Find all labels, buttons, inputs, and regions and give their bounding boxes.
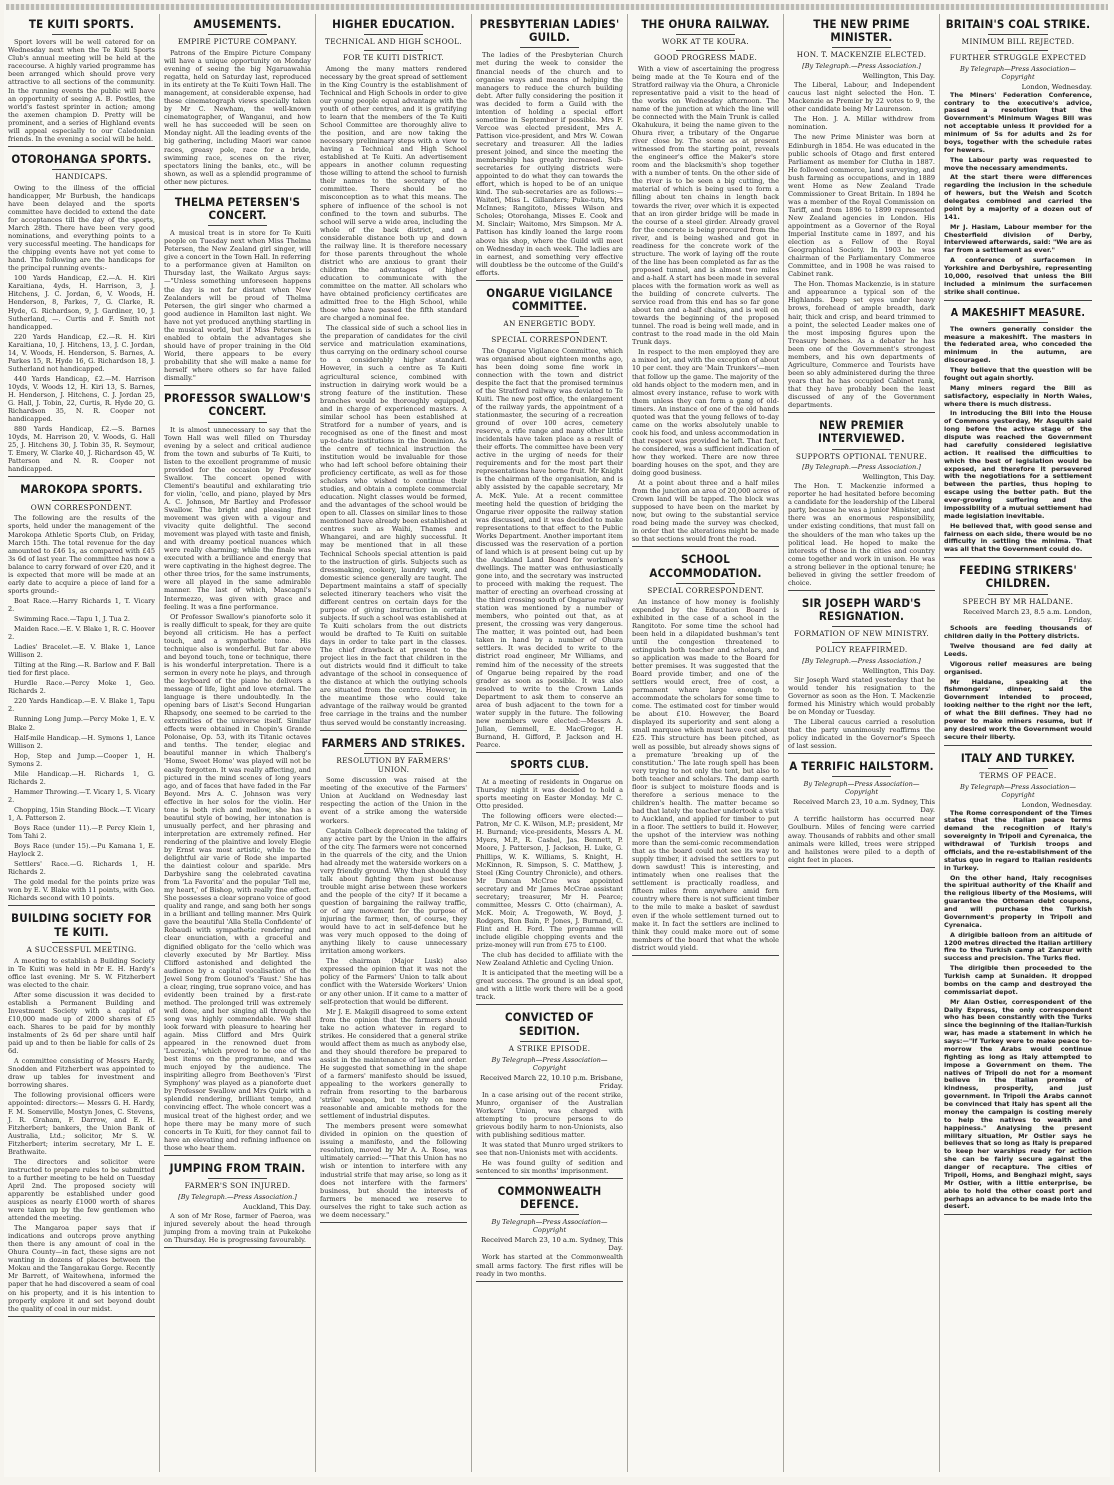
article-paragraph: Schools are feeding thousands of children daily in the Pottery districts.: [944, 624, 1092, 641]
article-divider: [632, 955, 779, 956]
subheading-rule: [832, 642, 891, 643]
article-dateline: London, Wednesday.: [1021, 800, 1092, 809]
article-paragraph: Boat Race.—Harry Richards 1, T. Vicary 2.: [8, 596, 155, 613]
article-subheading: AN ENERGETIC BODY.: [503, 319, 596, 329]
article-subheading-secondary: POLICY REAFFIRMED.: [815, 645, 908, 655]
article-paragraph: The Hon. T. Mackenzie informed a reporter he had hesitated before becoming a candidate for the leadership of the Liberal party, because he was a junior Minister, and there was an enormous responsibility, under existing conditions, that must fall on the shoulders of the man who takes up the political lead. He hoped to make the interests of those in the cities and country come together and work in unison. He was a strong believer in the optional tenure; he believed in giving the settler freedom of choice.: [788, 482, 936, 587]
article-divider: [164, 385, 311, 386]
article-paragraph: The new Prime Minister was born at Edinburgh in 1854. He was educated in the public schools of Otago and first entered Parliament as member for Clutha in 1887. He followed commerce, land surveying, and bush farming as occupations, and in 1889 went Home as New Zealand Trade Commissioner to Great Britain. In 1894 he was a member of the Royal Commission on Tariff, and from 1896 to 1899 represented New Zealand agencies in London. His appointment as a Governor of the Royal Imperial Institute came in 1897, and his election as a Fellow of the Royal Geographical Society. In 1903 he was chairman of the Parliamentary Commerce Committee, and in 1908 he was raised to Cabinet rank.: [788, 133, 935, 279]
article-subheading-secondary: FOR TE KUITI DISTRICT.: [343, 52, 444, 62]
headline-rule: [208, 34, 267, 35]
article-divider: [320, 1222, 467, 1223]
article: [788, 760, 935, 868]
article-paragraph: Many miners regard the Bill as satisfactory, especially in North Wales, where there is much distress.: [944, 383, 1092, 408]
article-divider: [944, 745, 1092, 746]
article-paragraph: They believe that the question will be fought out again shortly.: [944, 366, 1092, 382]
article-paragraph: Tilting at the Ring.—R. Barlow and F. Ball tied for first place.: [8, 661, 155, 678]
article-paragraph: Sir Joseph Ward stated yesterday that he would tender his resignation to the Governor as soon as the Hon. T. Mackenzie formed his Ministry which would probably be on Monday or Tuesday.: [788, 675, 935, 716]
article-divider: [164, 1247, 311, 1248]
article-paragraph: Owing to the illness of the official handicapper, Mr Burbush, the handicaps have been delayed and the sports committee have decided to extend the date for acceptances till the day of the sports, March 28th. There have been very good nominations, and everything points to a very successful meeting. The handicaps for the chipping events have not yet come to hand. The following are the handicaps for the principal running events:-: [8, 183, 155, 273]
article-paragraph: At the start there were differences regarding the inclusion in the schedule of hewers, but the Welsh and Scotch delegates combined and carried the point by a majority of a dozen out of 141.: [944, 173, 1092, 221]
column-6: [784, 14, 940, 1472]
article: [320, 18, 467, 731]
article-paragraph: An instance of how money is foolishly expended by the Education Board is exhibited in the case of a school in the Rangitoto. For some time the school had been held in a dilapidated bushman's tent until the congestion threatened to extinguish both teacher and scholars, and so application was made to the Board for better premises. It was suggested that the Board provide timber, and one of the settlers would erect, free of cost, a permanent whare large enough to accommodate the scholars for some time to come. The estimated cost for timber would be about £10. However, the Board displayed its superiority and sent along a small marquee which must have cost about £25. This structure has been pitched, as well as possible, but already shows signs of a premature 'breaking up of the constitution.' The late rough spell has been very trying to not only the tent, but also to both teacher and scholars. The damp earth floor is subject to moisture floods and is therefore a serious menace to the children's health. The matter became so bad that lately the teacher undertook a visit to Auckland, and applied for timber to put in a floor. The settlers to build it. However, the upshot of the interview was nothing more than the semi-comic recommendation that as the board could not see its way to supply timber, it advised the settlers to put down sawdust! This is interesting, and intimately when one realises that the settlement is practically roadless, and fifteen miles from anywhere amid fern country where there is not sufficient timber to the mile to make a basket of sawdust even if the whole settlement turned out to make it. In fact the settlers are inclined to think they could make more out of some members of the board that what the whole district would yield.: [632, 597, 779, 952]
article-paragraph: Running Long Jump.—Percy Moke 1, E. V. Blake 2.: [8, 715, 155, 732]
article-dateline: Wellington, This Day.: [862, 666, 935, 675]
article-paragraph: A meeting to establish a Building Society in Te Kuiti was held in Mr E. H. Hardy's office last evening. Mr S. W. Fitzherbert was elected to the chair.: [8, 956, 155, 989]
article-paragraph: Work has started at the Commonwealth small arms factory. The first rifles will be ready in two months.: [476, 1253, 623, 1278]
article-divider: [320, 730, 467, 731]
article-subheading: TECHNICAL AND HIGH SCHOOL.: [325, 37, 462, 47]
article-headline: HIGHER EDUCATION.: [332, 17, 455, 31]
column-3: [316, 14, 472, 1472]
article-paragraph: The Labour party was requested to move the necessary amendments.: [944, 155, 1092, 172]
wire-credit: By Telegraph—Press Association—Copyright: [803, 780, 920, 797]
article-dateline: Wellington, This Day.: [862, 72, 935, 81]
subheading-rule: [676, 50, 735, 51]
article-headline: THE OHURA RAILWAY.: [641, 17, 770, 31]
column-5: [628, 14, 784, 1472]
article-headline: ONGARUE VIGILANCE COMMITTEE.: [486, 285, 613, 313]
article-headline: AMUSEMENTS.: [193, 17, 282, 31]
article-divider: [788, 753, 935, 754]
article-paragraph: The Liberal caucus carried a resolution that the party unanimously reaffirms the policy indicated in the Governor's Speech of last session.: [788, 718, 935, 751]
article: [632, 18, 779, 547]
article: [632, 553, 779, 955]
headline-rule: [52, 500, 111, 501]
article-paragraph: The following officers were elected:—Patron, Mr C. K. Wilson, M.P.; president, Mr H. Burnand; vice-presidents, Messrs A. M. Myers, M.P., R. Cashel, Jas. Bennett, P. Moore, J. Patterson, J. Jackson, H. Luke, G. Phillips, W. K. Williams, S. Knight, H. McKinnon, R. Simpson, S. C. Matthew, J. Steel (King Country Chronicle), and others. Mr Duncan McCrae was appointed secretary and Mr James McCrae assistant secretary; treasurer, Mr H. Pearce; committee, Messrs C. Otto (chairman), A. McK. Moir, A. Tregoweth, W. Boyd, J. Rodgers, Ron Bain, P. Jones, J. Burnand, C. Flint and H. Ford. The programme will include eligible chopping events and the prize-money will run from £75 to £100.: [476, 812, 623, 950]
article-subheading: TERMS OF PEACE.: [979, 770, 1057, 780]
article-dateline: Received March 23, 10 a.m. Sydney, This Day.: [793, 798, 935, 815]
article-paragraph: Mr Haldane, speaking at the fishmongers' dinner, said the Government intended to proceed, looking neither to the right nor the left, of what the Bill defines. They had no power to make miners resume, but if any desired work the Government would secure their liberty.: [944, 677, 1092, 741]
article-paragraph: Settlers' Race.—G. Richards 1, H. Richards 2.: [8, 860, 155, 877]
article-paragraph: A committee consisting of Messrs Hardy, Snodden and Fitzherbert was appointed to draw up tables for investment and borrowing shares.: [8, 1057, 155, 1090]
article-paragraph: Mile Handicap.—H. Richards 1, G. Richards 2.: [8, 769, 155, 786]
article-paragraph: The following provisional officers were appointed: directors:— Messrs G. H. Hardy, F. M. Somerville, Mostyn Jones, C. Stevens, J. R. Graham, F. Darrow, and E. H. Fitzherbert; bankers, the Union Bank of Australia, Ltd.; solicitor, Mr S. W. Fitzherbert; interim secretary, Mr L. E. Brathwaite.: [8, 1091, 155, 1156]
article-paragraph: Mr Alan Ostler, correspondent of the Daily Express, the only correspondent who has been constantly with the Turks since the beginning of the Italian-Turkish war, has made a statement in which he says:—"If Turkey were to make peace to-morrow the Arabs would continue fighting as long as Italy attempted to impose a Government on them. The natives of Tripoli do not for a moment believe in the Italian promise of kindness, prosperity, and just government. In Tripoli the Arabs cannot be convinced that Italy has spent all the money the campaign is costing merely to help the natives to wealth and happiness." Analysing the present military situation, Mr Ostler says he believes that so long as Italy is prepared to keep her warships ready for action she can be fairly secure against the danger of recapture. The cities of Tripoli, Homs, and Benghazi might, says Mr Ostler, with a little enterprise, be able to hold the other coast port and perhaps an advance to be made into the desert.: [944, 997, 1092, 1211]
article-paragraph: The Ongarue Vigilance Committee, which was organised about eighteen months ago, has been doing some fine work in connection with the town and district despite the fact that the promised terminus of the Stratford railway was deviated to Te Kuiti. The new post office, the enlargement of the railway yards, the appointment of a stationmaster, the securing of a recreation ground of over 100 acres, cemetery reserve, a rifle range and many other little incidentals have taken place as a result of their efforts. The committee have been very active in the urging of needs for their requirements and for the most part their representations have borne fruit. Mr Knight is the chairman of the organisation, and is ably assisted by the capable secretary, Mr A. McK. Yule. At a recent committee meeting held the question of bridging the Ongarue river opposite the railway station was discussed, and it was decided to make representations to that effect to the Public Works Department. Another important item discussed was the reservation of a portion of land which is at present being cut up by the Auckland Land Board for workmen's dwellings. The matter was enthusiastically gone into, and the secretary was instructed to proceed with making the request. The matter of erecting an overhead crossing at the third crossing south of Ongarue railway station was mentioned by a number of members, who pointed out that, as at present, the crossing was very dangerous. The matter, it was pointed out, had been taken in hand by a number of Ohura settlers. It was decided to write to the district road engineer, Mr Williams, and remind him of the necessity of the streets of Ongarue being repaired by the road grader as soon as possible. It was also resolved to write to the Crown Lands Department to ask them to conserve an area of bush adjacent to the town for a water supply in the future. The following new members were elected:—Messrs A. Julian, Gemmell, E. MacGregor, H. Burnand, H. Gifford, P. Jackson and H. Pearce.: [476, 346, 623, 749]
article-subheading: SPEECH BY MR HALDANE.: [962, 596, 1074, 606]
article: [788, 419, 935, 591]
article: [476, 1185, 623, 1282]
article-divider: [8, 146, 155, 147]
article-divider: [164, 1155, 311, 1156]
article-headline: A MAKESHIFT MEASURE.: [950, 306, 1086, 319]
headline-rule: [988, 34, 1047, 35]
article-dateline: Auckland, This Day.: [243, 1202, 311, 1211]
article-paragraph: At a point about three and a half miles from the junction an area of 20,000 acres of Crown land will be tapped. The block was supposed to have been on the market by now, but owing to the substantial service road being made the survey was checked, in order that the alterations might be made so that sections would front the road.: [632, 479, 779, 544]
article: [944, 564, 1092, 745]
article-paragraph: Vigorous relief measures are being organised.: [944, 659, 1092, 676]
headline-rule: [208, 1178, 267, 1179]
article-paragraph: A musical treat is in store for Te Kuiti people on Tuesday next when Miss Thelma Petersen, the New Zealand girl singer, will give a concert in the Town Hall. In referring to a performance given at Hamilton on Thursday last, the Waikato Argus says:—"Unless something unforeseen happens the day is not far distant when New Zealanders will be proud of Thelma Petersen, the girl singer who charmed a good audience in Hamilton last night. We have not yet produced anything startling in the musical world, but if Miss Petersen is enabled to obtain the advantages she should have of proper training in the Old World, there appears to be every probability that she will make a name for herself where others so far have failed dismally.": [164, 229, 311, 383]
headline-rule: [520, 47, 579, 48]
article-paragraph: Hurdle Race.—Percy Moke 1, Geo. Richards 2.: [8, 679, 155, 696]
article: [944, 307, 1092, 559]
article-headline: THELMA PETERSEN'S CONCERT.: [174, 194, 301, 222]
headline-rule: [676, 34, 735, 35]
article: [476, 18, 623, 281]
article-headline: FARMERS AND STRIKES.: [321, 735, 466, 750]
article-subheading: HANDICAPS.: [55, 172, 108, 182]
article-paragraph: Chopping, 15in Standing Block.—T. Vicary 1, A. Patterson 2.: [8, 805, 155, 822]
headline-rule: [364, 34, 423, 35]
article-paragraph: Some discussion was raised at the meeting of the executive of the Farmers' Union at Auckland on Wednesday last respecting the action of the Union in the event of a strike among the waterside workers.: [320, 776, 467, 825]
article-divider: [788, 867, 935, 868]
article-paragraph: It was stated that Munro urged strikers to see that non-Unionists met with accidents.: [476, 1140, 623, 1157]
article: [944, 752, 1092, 1216]
article-subheading: A STRIKE EPISODE.: [508, 1043, 591, 1053]
article-paragraph: 220 Yards Handicap, £2.—R. H. Kiri Karaitiana, 10, J. Hitchens, 13, J. C. Jordan, 14, V. Woods, H. Henderson, S. Barnes, A. Parkes 15, R. Hyde 16, G. Richardson 18, J. Sutherland not handicapped.: [8, 332, 155, 373]
article: [8, 912, 155, 1316]
article-paragraph: It is anticipated that the meeting will be a great success. The ground is an ideal spot, and with a little work there will be a good track.: [476, 969, 623, 1002]
article-headline: SIR JOSEPH WARD'S RESIGNATION.: [801, 595, 922, 624]
article-divider: [476, 1004, 623, 1005]
article: [164, 392, 311, 1156]
headline-rule: [208, 422, 267, 423]
article-headline: BUILDING SOCIETY FOR TE KUITI.: [11, 911, 152, 939]
article-divider: [164, 189, 311, 190]
article-divider: [788, 412, 935, 413]
article-paragraph: The gold medal for the points prize was won by E. V. Blake with 11 points, with Geo. Richards second with 10 points.: [8, 878, 155, 903]
article-paragraph: 440 Yards Handicap, £2.—M. Harrison 10yds, V. Woods 12, H. Kiri 13, S. Barnes, H. Henderson, J. Hitchens, C. J. Jordan 25, G. Hall, J. Tobin, 22, Curtis, R. Hyde 20, G. Richardson 35, N. R. Cooper not handicapped.: [8, 374, 155, 424]
article-paragraph: It is almost unnecessary to say that the Town Hall was well filled on Thursday evening by a select and critical audience from the town and suburbs of Te Kuiti, to listen to the excellent programme of music provided for the occasion by Professor Swallow. The concert opened with Clementi's beautiful and exhilarating trio for violin, 'cello, and piano, played by Mrs A. C. Johnson, Mr Bartley and Professor Swallow. The bright and pleasing first movement was given with a vigour and vivacity quite delightful. The second movement was played with taste and finish, and with dreamy poetical nuances which were really charming; while the finale was executed with a brilliance and energy that were captivating in the highest degree. The other three trios, for the same instruments, were all played in the same admirable manner. The last of which, Mascagni's Intermezzo, was given with grace and feeling. It was a fine performance.: [164, 425, 311, 611]
article-headline: SCHOOL ACCOMMODATION.: [649, 552, 762, 580]
headline-rule: [832, 449, 891, 450]
headline-rule: [988, 594, 1047, 595]
headline-rule: [988, 768, 1047, 769]
article-paragraph: After some discussion it was decided to establish a Permanent Building and Investment Society with a capital of £10,000 made up of 2000 shares of £5 each. Shares to be paid for by monthly instalments of 2s 6d per share until half paid up and to then be liable for calls of 2s 6d.: [8, 990, 155, 1056]
headline-rule: [364, 753, 423, 754]
article-divider: [476, 1281, 623, 1282]
article-subheading-secondary: SPECIAL CORRESPONDENT.: [491, 334, 608, 344]
article: [320, 737, 467, 1223]
article-paragraph: A terrific hailstorm has occurred near Goulburn. Miles of fencing were carried away. Thousands of rabbits and other small animals were killed, trees were stripped and hailstones were piled to a depth of eight feet in places.: [788, 815, 935, 864]
headline-rule: [520, 1041, 579, 1042]
article-headline: PROFESSOR SWALLOW'S CONCERT.: [164, 391, 311, 419]
article-paragraph: A dirigible balloon from an altitude of 1200 metres directed the Italian artillery fire to the Turkish camp at Zanzur with success and precision. The Turks fled.: [944, 930, 1092, 963]
article-divider: [944, 300, 1092, 301]
article-paragraph: The directors and solicitor were instructed to prepare rules to be submitted to a further meeting to be held on Tuesday April 2nd. The proposed society will apparently be established under good auspices as nearly £1000 worth of shares were taken up by the few gentlemen who attended the meeting.: [8, 1157, 155, 1223]
article-paragraph: The classical side of such a school lies in the preparation of candidates for the civil service and matriculation examinations, thus carrying on the ordinary school course to a considerably higher standard. However, in such a centre as Te Kuiti agricultural science, combined with instruction in dairying work would be a strong feature of the institution. These branches would be thoroughly equipped, and in charge of experienced masters. A similar school has been established at Stratford for a number of years, and is recognised as one of the finest and most up-to-date institutions in the Dominion. As the centre of technical instruction the institution would be invaluable for those who had left school before obtaining their proficiency certificate, as well as for those scholars who wished to continue their studies, and obtain a complete commercial education. Night classes would be formed, and the advantages of the school would be open to all. Classes on similar lines to those mentioned have already been established at centres such as Waihi, Thames and Whangarei, and are highly successful. It may be mentioned that in all these Technical Schools special attention is paid to the instruction of girls. Subjects such as dressmaking, cookery, laundry work, and domestic science generally are taught. The Department maintains a staff of specially selected itinerary teachers who visit the different centres on certain days for the purpose of giving instruction in certain subjects. If such a school was established at Te Kuiti scholars from the out districts would be drafted to Te Kuiti on suitable days in order to take part in the classes. The chief drawback at present to the project lies in the fact that children in the out districts would find it difficult to take advantage of the school in consequence of the distance at which the outlying schools are situated from the centre. However, in the meantime those who could take advantage of the railway would be granted free carriage in the trains and the number thus served would be constantly increasing.: [320, 324, 467, 727]
article-divider: [944, 1214, 1092, 1215]
article-paragraph: In a case arising out of the recent strike, Munro, organiser of the Australian Workers' Union, was charged with attempting to procure persons to do grievous bodily harm to non-Unionists, also with publishing seditious matter.: [476, 1090, 623, 1139]
article: [476, 759, 623, 1005]
article-headline: THE NEW PRIME MINISTER.: [813, 17, 910, 45]
article-dateline: Received March 22, 10.10 p.m. Brisbane, Friday.: [480, 1073, 623, 1090]
article-headline: ITALY AND TURKEY.: [960, 750, 1076, 765]
column-4: [472, 14, 628, 1472]
article-paragraph: The Liberal, Labour, and Independent caucus last night selected the Hon. T. Mackenzie as Premier by 22 votes to 9, the other candidate being Mr Laurenson.: [788, 81, 935, 114]
article-paragraph: The members present were somewhat divided in opinion on the question of issuing a manifesto, and the following resolution, moved by Mr A. A. Rose, was ultimately carried:—"That this Union has no wish or intention to interfere with any industrial strife that may arise, so long as it does not interfere with the farmers' business, but should the interests of farmers be menaced we reserve to ourselves the right to take such action as we deem necessary.": [320, 1122, 467, 1219]
headline-rule: [520, 316, 579, 317]
headline-rule: [832, 626, 891, 627]
article-paragraph: The ladies of the Presbyterian Church met during the week to consider the financial needs of the church and to organise ways and means of helping the managers to reduce the church building debt. After fully considering the position it was decided to form a Guild with the intention of holding a special effort sometime in September if possible. Mrs F. Vercoe was elected president, Mrs A. Pattison vice-president, and Mrs W. Cowan secretary and treasurer. All the ladies present joined, and since the meeting the membership has greatly increased. Sub-secretaries for outlying districts were appointed to do what they can towards the effort, which is hoped to be of an unique kind. The sub-secretaries are as follows:—Waitetī, Miss L. Gillanders; Puke-tutu, Mrs McInnes; Rangitoto, Misses Wilson and Scholes; Otorohanga, Misses E. Cook and M. Sinclair; Waitomo, Mrs Simpson. Mr A. Pattison has kindly loaned the large room above his shop, where the Guild will meet on Wednesday in each week. The ladies are in earnest, and something very effective will doubtless be the outcome of the Guild's efforts.: [476, 51, 623, 277]
article-paragraph: Boys Race (under 11).—P. Percy Klein 1, Tom Tahi 2.: [8, 824, 155, 841]
article-paragraph: He believed that, with good sense and fairness on each side, there would be no difficulty in settling the minima. That was all that the Government could do.: [944, 521, 1092, 554]
article-paragraph: A conference of surfacemen in Yorkshire and Derbyshire, representing 10,000, resolved that unless the Bill included a minimum the surfacemen strike shall continue.: [944, 256, 1092, 296]
article-paragraph: Mr J. E. Makgill disagreed to some extent from the opinion that the farmers should take no action whatever in regard to strikes. He considered that a general strike would affect them as much as anybody else, and they should therefore be prepared to assist in the maintenance of law and order. He suggested that something in the shape of a farmers' manifesto should be issued, appealing to the workers generally to refrain from resorting to the barbarous 'strike' weapon, but to rely on more reasonable and amicable methods for the settlement of industrial disputes.: [320, 1007, 467, 1121]
wire-credit: [By Telegraph.—Press Association.]: [802, 62, 921, 71]
article-subheading: WORK AT TE KOURA.: [662, 37, 749, 47]
article-headline: NEW PREMIER INTERVIEWED.: [818, 418, 905, 446]
article-paragraph: 100 Yards Handicap, £2.—A. H. Kiri Karaitiana, 4yds, H. Harrison, 3, J. Hitchens, J. C. Jordan, 6, V. Woods, H. Henderson, 8, Parkes, 7, G. Clarke, R. Hyde, G. Richardson, 9, J. Gardiner, 10, J. Sutherland, —. Curtis and F. Smith not handicapped.: [8, 274, 155, 331]
article-subheading-secondary: GOOD PROGRESS MADE.: [653, 52, 758, 62]
article-subheading: RESOLUTION BY FARMERS' UNION.: [336, 755, 451, 774]
article-divider: [8, 1316, 155, 1317]
article-paragraph: Among the many matters rendered necessary by the great spread of settlement in the King Country is the establishment of Technical and High Schools in order to give our young people equal advantage with the youth of other centres, and it is gratifying to learn that the members of the Te Kuiti School Committee are thoroughly alive to the position, and are now taking the necessary preliminary steps with a view to having a Technical and High School established at Te Kuiti. An advertisement appears in another column requesting those willing to attend the school to furnish their names to the secretary of the committee. There should be no misconception as to what this means. The sphere of influence of the school is not confined to the town and suburbs. The school will serve a wide area, including the whole of the back district, and a considerable distance both up and down the railway line. It is therefore necessary for those parents throughout the whole district who are anxious to grant their children the advantages of higher education to communicate with the committee on the matter. All scholars who have obtained proficiency certificates are admitted free to the High School, while those who have passed the fifth standard are charged a nominal fee.: [320, 64, 467, 323]
article-divider: [944, 557, 1092, 558]
headline-rule: [52, 942, 111, 943]
article-paragraph: The Mangaroa paper says that if indications and outcrops prove anything then there is any amount of coal in the Ohura County—in fact, these signs are not wanting in dozens of places between the Mokau and the Tangarakau Gorge. Recently Mr Barrett, of Waitewhena, informed the paper that he had discovered a seam of coal on his property, and it is his intention to properly explore it and set beyond doubt the quality of coal in our midst.: [8, 1224, 155, 1313]
article-headline: CONVICTED OF SEDITION.: [504, 1010, 595, 1038]
article-headline: COMMONWEALTH DEFENCE.: [497, 1184, 602, 1212]
article-dateline: Received March 23, 8.5 a.m. London, Friday.: [962, 608, 1092, 625]
article: [164, 1162, 311, 1248]
article-subheading: EMPIRE PICTURE COMPANY.: [177, 37, 298, 47]
column-1: [4, 14, 160, 1472]
wire-credit: [By Telegraph.—Press Association.]: [802, 463, 921, 472]
article-paragraph: 220 Yards Handicap.—E. V. Blake 1, Tapu 2.: [8, 697, 155, 714]
masthead-border: [6, 4, 1108, 10]
subheading-rule: [364, 50, 423, 51]
article-paragraph: A son of Mr Rose, farmer of Paeroa, was injured severely about the head through jumping from a moving train at Pukekohe on Thursday. He is progressing favourably.: [164, 1211, 311, 1244]
headline-rule: [52, 169, 111, 170]
article: [8, 18, 155, 147]
headline-rule: [988, 322, 1047, 323]
article-paragraph: He was found guilty of sedition and sentenced to six months' imprisonment.: [476, 1158, 623, 1175]
article-paragraph: Sport lovers will be well catered for on Wednesday next when the Te Kuiti Sports Club's annual meeting will be held at the racecourse. A highly varied programme has been arranged which should prove very attractive to all sections of the community. In the running events the public will have an opportunity of seeing A. B. Postles, the world's fastest sprinter in action; among the axemen champion D. Pretty will be prominent, and a series of Highland events will appeal especially to our Caledonian friends. In the evening a social will be held.: [8, 38, 155, 143]
article-paragraph: Hop, Step and Jump.—Cooper 1, H. Symons 2.: [8, 751, 155, 768]
article-paragraph: The chairman (Major Lusk) also expressed the opinion that it was not the policy of the Farmers' Union to talk about conflict with the Waterside Workers' Union or any other union. If it came to a matter of self-protection that would be different.: [320, 957, 467, 1006]
article-subheading: FORMATION OF NEW MINISTRY.: [794, 629, 929, 639]
article-dateline: London, Wednesday.: [1021, 82, 1092, 91]
article-subheading: FARMER'S SON INJURED.: [184, 1180, 291, 1190]
article-subheading: SPECIAL CORRESPONDENT.: [647, 585, 764, 595]
article-subheading: SUPPORTS OPTIONAL TENURE.: [795, 451, 928, 461]
article: [8, 483, 155, 906]
article-divider: [476, 1178, 623, 1179]
wire-credit: By Telegraph—Press Association—Copyright: [491, 1055, 608, 1072]
article-paragraph: Mr J. Haslam, Labour member for the Chesterfield division of Derby, interviewed afterwards, said: "We are as far from a settlement as ever.": [944, 222, 1092, 255]
subheading-rule: [520, 332, 579, 333]
article-paragraph: The Rome correspondent of the Times states that the Italian peace terms demand the recognition of Italy's sovereignty in Tripoli and Cyrenaica, the withdrawal of Turkish troops and officials, and the re-establishment of the status quo in regard to Italian residents in Turkey.: [944, 808, 1092, 872]
article-headline: FEEDING STRIKERS' CHILDREN.: [959, 563, 1077, 591]
article-paragraph: The owners generally consider the measure a makeshift. The masters in the federated area, who conceded the minimum in the autumn, are discouraged.: [944, 324, 1092, 365]
article-headline: JUMPING FROM TRAIN.: [169, 1160, 306, 1175]
article-divider: [788, 590, 935, 591]
article-headline: SPORTS CLUB.: [510, 759, 589, 772]
article-paragraph: The Hon. Thomas Mackenzie, is in stature and appearance a typical son of the Highlands. Deep set eyes under heavy brows, forehead of ample breadth, dark hair, thick and crisp, and beard trimmed to a point, the selected Leader makes one of the most imposing figures upon the Treasury benches. As a debater he has been one of the Government's strongest members, and his own departments of Agriculture, Commerce and Tourists have been so ably administered during the three years that he has occupied Cabinet rank, that they have probably been the least discussed of any of the Government departments.: [788, 280, 935, 410]
article-paragraph: Patrons of the Empire Picture Company will have a unique opportunity on Monday evening of seeing the big Ngaruawahia regatta, held on Saturday last, reproduced in its entirety at the Te Kuiti Town Hall. The management, at considerable expense, had these cinematograph views specially taken by Mr C. Newham, the well-known cinematographer, of Wanganui, and how well he has succeeded will be seen on Monday night. All the leading events of the big gathering, including Maori war canoe races, greasy pole, race for a bride, swimming race, scenes on the river, spectators lining the banks, etc., will be shown, as well as a splendid programme of other new pictures.: [164, 48, 311, 186]
article-paragraph: 880 Yards Handicap, £2.—S. Barnes 10yds, M. Harrison 20, V. Woods, G. Hall 25, J. Hitchens 30, J. Tobin 35, R. Seymour, T. Emery, W. Clarke 40, J. Richardson 45, W. Patterson and N. R. Cooper not handicapped.: [8, 425, 155, 474]
article-divider: [632, 546, 779, 547]
article-headline: A TERRIFIC HAILSTORM.: [789, 759, 934, 774]
article-paragraph: The Miners' Federation Conference, contrary to the executive's advice, passed a resolution that the Government's Minimum Wages Bill was not acceptable unless it provided for a minimum of 5s for adults and 2s for boys, together with the schedule rates for hewers.: [944, 90, 1092, 154]
headline-rule: [832, 47, 891, 48]
article: [8, 153, 155, 478]
article-dateline: Wellington, This Day.: [862, 473, 935, 482]
article-paragraph: The dirigible then proceeded to the Turkish camp at Sunaiden. It dropped bombs on the camp and destroyed the commissariat depot.: [944, 964, 1092, 996]
wire-credit: By Telegraph—Press Association—Copyright: [960, 782, 1076, 799]
article-paragraph: Ladies' Bracelet.—E. V. Blake 1, Lance Willison 2.: [8, 643, 155, 660]
article-paragraph: Boys Race (under 15).—Pu Kamana 1, E. Haylock 2.: [8, 842, 155, 859]
article-subheading: OWN CORRESPONDENT.: [30, 502, 133, 512]
article-paragraph: Twelve thousand are fed daily at Leeds.: [944, 642, 1092, 658]
article-subheading: HON. T. MACKENZIE ELECTED.: [796, 50, 927, 60]
article-dateline: Received March 23, 10 a.m. Sydney, This Day.: [481, 1236, 623, 1253]
article-divider: [8, 905, 155, 906]
article-headline: TE KUITI SPORTS.: [28, 17, 135, 31]
article-paragraph: Hammer Throwing.—T. Vicary 1, S. Vicary 2.: [8, 787, 155, 804]
article-paragraph: In introducing the Bill into the House of Commons yesterday, Mr Asquith said long before the active stage of the dispute was reached the Government had carefully considered legislative action. It realised the difficulties to which the best of legislation would be exposed, and therefore it persevered with the negotiations for a settlement between the parties, thus hoping to escape using the better path. But the ever-growing suffering and the impossibility of a mutual settlement had made legislation inevitable.: [944, 409, 1092, 520]
article-headline: MAROKOPA SPORTS.: [20, 482, 143, 497]
article-paragraph: The club has decided to affiliate with the New Zealand Athletic and Cycling Union.: [476, 951, 623, 968]
article: [788, 18, 935, 413]
wire-credit: [By Telegraph.—Press Association.]: [802, 656, 921, 665]
wire-credit: By Telegraph—Press Association—Copyright: [491, 1218, 608, 1235]
article-divider: [476, 752, 623, 753]
article-paragraph: The following are the results of the sports, held under the management of the Marokopa Athletic Sports Club, on Friday, March 15th. The total revenue for the day amounted to £46 1s, as compared with £45 3s 6d of last year. The committee has now a balance to carry forward of over £20, and it is expected that more will be made at an early date to acquire a piece of land for a sports ground:-: [8, 514, 155, 595]
headline-rule: [520, 1214, 579, 1215]
article-headline: PRESBYTERIAN LADIES' GUILD.: [479, 17, 620, 45]
headline-rule: [208, 225, 267, 226]
article: [164, 196, 311, 386]
article: [944, 18, 1092, 301]
article-headline: OTOROHANGA SPORTS.: [11, 151, 152, 166]
article-subheading-secondary: FURTHER STRUGGLE EXPECTED: [949, 52, 1087, 62]
article-paragraph: In respect to the men employed they are a mixed lot, and with the exception of about 10 per cent. they are 'Main Trunkers'—men that follow up the game. The majority of the old hands object to the modern men, and in almost every instance, refuse to work with them unless they can form a gang of old-timers. An instance of one of the old hands quoted was that the young fellows of to-day came on the works absolutely unable to cook his food, and unless accommodation in that respect was provided he left. That fact, he considered, was a sufficient indication of how they worked. There are now three boarding houses on the spot, and they are doing good business.: [632, 348, 779, 478]
article-headline: BRITAIN'S COAL STRIKE.: [945, 17, 1091, 31]
wire-credit: [By Telegraph.—Press Association.]: [178, 1192, 297, 1201]
wire-credit: By Telegraph—Press Association—Copyright: [960, 64, 1076, 81]
newspaper-page: [4, 4, 1110, 1477]
headline-rule: [676, 583, 735, 584]
headline-rule: [520, 774, 579, 775]
column-2: [160, 14, 316, 1472]
article-divider: [8, 476, 155, 477]
column-7: [940, 14, 1096, 1472]
headline-rule: [52, 34, 111, 35]
headline-rule: [832, 776, 891, 777]
article: [164, 18, 311, 190]
article-paragraph: Of Professor Swallow's pianoforte solo it is really difficult to speak, for they are quite beyond all criticism. He has a perfect touch, and a sympathetic tone. His technique also is wonderful. But far above and beyond touch, tone or technique, there is his wonderful interpretation. There is a sermon in every note he plays, and through the keyboard of the piano he delivers a message of life, light and love eternal. The language is there undoubtedly. In the opening bars of Liszt's Second Hungarian Rhapsody, one seemed to be carried to the extremities of the universe itself. Similar effects were obtained in Chopin's Grande Polonaise, Op. 53, with its Titanic octaves and tenths. The tender, elegiac and beautiful manner in which Thalberg's 'Home, Sweet Home' was played will not be easily forgotten. It was really affecting, and pictured in the mind scenes of long years ago, and of faces that have faded in the Far Beyond. Mrs A. C. Johnson was very effective in her solos for the violin. Her tone is both rich and mellow, she has a beautiful style of bowing, her intonation is unusually perfect, and her phrasing and interpretation are extremely refined. Her rendering of the plaintive and lovely Elegie by Ernst was most artistic, while to the delightful air varie of Rode she imparted the daintiest colour and sparkle. Mrs Darbyshire sang the celebrated cavatina from 'La Favorita' and the popular 'Tell me, my heart,' of Bishop, with really fine effect. She possesses a clear soprano voice of good quality and range, and sang both her songs in a brilliant and telling manner. Mrs Quirk gave the beautiful 'Alla Stella Confidente' of Robaudi with sympathetic rendering and clear enunciation, with a graceful and dignified obligato for the 'cello which was cleverly executed by Mr Bartley. Miss Clifford astonished and delighted the audience by a capital vocalisation of the Jewel Song from Gounod's 'Faust.' She has a clear, ringing, true soprano voice, and has evidently been trained by a first-rate method. The prolonged trill was extremely well done, and her singing all through the song was highly commendable. We shall look forward with pleasure to hearing her again. Miss Clifford and Mrs Quirk appeared in the renowned duet from 'Lucrezia,' which proved to be one of the best items on the programme, and was much enjoyed by the audience. The inspiriting allegro from Beethoven's 'First Symphony' was played as a pianoforte duet by Professor Swallow and Mrs Quirk with a splendid rendering, brilliant tempo, and convincing effect. The whole concert was a musical treat of the highest order, and we hope there may be many more of such concerts in Te Kuiti, for they cannot fail to have an elevating and refining influence on those who hear them.: [164, 612, 311, 1152]
article-paragraph: Swimming Race.—Tapu 1, J. Tua 2.: [14, 614, 131, 623]
article-paragraph: Maiden Race.—E. V. Blake 1, R. C. Hoover 2.: [8, 625, 155, 642]
article-paragraph: Captain Colbeck deprecated the taking of any active part by the Union in the affairs of the city. The farmers were not concerned in the quarrels of the city, and the Union had already met the waterside workers on a very friendly ground. Why then should they talk about fighting them just because trouble might arise between these workers and the people of the city? If it became a question of bargaining the railway traffic, or of any movement for the purpose of injuring the farmer, then, of course, they would have to act in self-defence but he was very much opposed to the doing of anything likely to cause unnecessary irritation among workers.: [320, 826, 467, 956]
columns-container: [4, 14, 1110, 1472]
article-subheading: A SUCCESSFUL MEETING.: [26, 944, 137, 954]
article: [476, 1011, 623, 1179]
article-paragraph: With a view of ascertaining the progress being made at the Te Koura end of the Stratford railway via the Ohura, a Chronicle representative paid a visit to the head of the works on Wednesday afternoon. The name of the junction at which the line will be connected with the Main Trunk is called Okahukura, it being the name given to the Ohura river, a tributary of the Ongarue river close by. The scene as at present witnessed from the starting point, reveals the engineer's office the Maker's store room and the blacksmith's shop together with a number of tents. On the other side of the river is to be seen a big cutting, the material of which is being used to form a filling about ten chains in length back towards the river, over which it is expected that an iron girder bridge will be made in the course of a steel girder. Already gravel for the concrete is being procured from the river, and is being washed and got in readiness for the concrete work of the structure. The work of laying off the route of the line has been completed as far as the proposed tunnel, and is almost two miles and a-half. A start has been made in several places with the formation work as well as the building of concrete culverts. The service road from this end has so far gone about ten and a-half chains, and is well on towards the beginning of the proposed tunnel. The road is being well made, and in contrast to the road made in the old Main Trunk days.: [632, 64, 779, 347]
subheading-rule: [988, 50, 1047, 51]
article-subheading: MINIMUM BILL REJECTED.: [961, 37, 1075, 47]
article-paragraph: Half-mile Handicap.—H. Symons 1, Lance Willison 2.: [8, 733, 155, 750]
article-paragraph: On the other hand, Italy recognises the spiritual authority of the Khalif and the religious liberty of the Moslems, will guarantee the Ottoman debt coupons, and will purchase the Turkish Government's property in Tripoli and Cyrenaica.: [944, 873, 1092, 929]
article: [788, 597, 935, 754]
article: [476, 287, 623, 753]
article-paragraph: At a meeting of residents in Ongarue on Thursday night it was decided to hold a sports meeting on Easter Monday. Mr C. Otto presided.: [476, 778, 623, 811]
article-paragraph: The Hon. J. A. Millar withdrew from nomination.: [788, 115, 935, 132]
article-divider: [476, 280, 623, 281]
